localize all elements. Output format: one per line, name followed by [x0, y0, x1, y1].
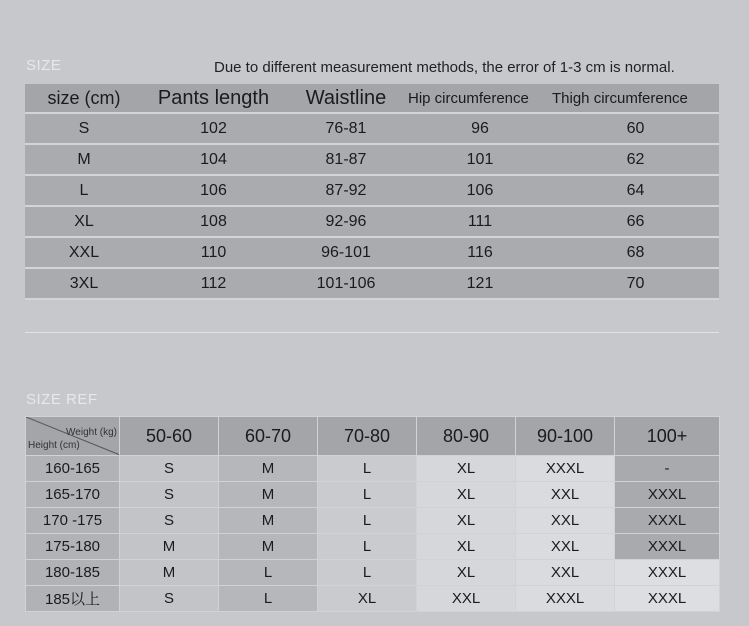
- size-chart-cell: 68: [552, 237, 719, 268]
- height-cell: 165-170: [26, 482, 120, 508]
- size-chart-cell: 116: [408, 237, 552, 268]
- size-chart-cell: 111: [408, 206, 552, 237]
- size-ref-section-title: SIZE REF: [26, 391, 98, 408]
- size-chart-cell: 106: [143, 175, 284, 206]
- size-ref-cell: L: [219, 586, 318, 612]
- size-chart-row: [25, 113, 719, 144]
- size-chart-cell: 66: [552, 206, 719, 237]
- height-cell: 160-165: [26, 456, 120, 482]
- size-ref-cell: XXL: [417, 586, 516, 612]
- size-ref-cell: S: [120, 508, 219, 534]
- size-chart-row: [25, 175, 719, 206]
- size-chart-cell: S: [25, 113, 143, 144]
- size-ref-cell: S: [120, 456, 219, 482]
- size-ref-cell: XL: [417, 508, 516, 534]
- size-ref-cell: XXXL: [615, 586, 720, 612]
- size-chart-cell: 121: [408, 268, 552, 299]
- size-chart-table: [25, 84, 719, 300]
- size-chart-cell: 110: [143, 237, 284, 268]
- size-chart-header: Pants length: [143, 84, 284, 113]
- size-chart-header-row: [25, 84, 719, 113]
- size-chart-header: Hip circumference: [408, 84, 552, 113]
- size-ref-cell: XXXL: [615, 482, 720, 508]
- size-ref-cell: XL: [318, 586, 417, 612]
- size-ref-cell: M: [219, 482, 318, 508]
- size-ref-cell: M: [219, 534, 318, 560]
- size-ref-row: [26, 586, 720, 612]
- size-ref-row: [26, 534, 720, 560]
- size-ref-header-row: [26, 417, 720, 456]
- corner-cell: [26, 417, 120, 456]
- size-ref-cell: M: [219, 456, 318, 482]
- size-ref-table: [25, 416, 720, 612]
- size-chart-cell: 101: [408, 144, 552, 175]
- size-ref-row: [26, 560, 720, 586]
- size-ref-row: [26, 456, 720, 482]
- height-cell: 175-180: [26, 534, 120, 560]
- size-chart-header: size (cm): [25, 84, 143, 113]
- size-ref-cell: XL: [417, 482, 516, 508]
- size-chart-cell: 108: [143, 206, 284, 237]
- size-chart-cell: 106: [408, 175, 552, 206]
- size-ref-row: [26, 508, 720, 534]
- size-ref-cell: L: [318, 456, 417, 482]
- size-ref-cell: L: [318, 560, 417, 586]
- weight-header: 90-100: [516, 417, 615, 456]
- size-chart-row: [25, 237, 719, 268]
- size-ref-cell: XXXL: [516, 586, 615, 612]
- weight-header: 60-70: [219, 417, 318, 456]
- weight-header: 80-90: [417, 417, 516, 456]
- weight-header: 70-80: [318, 417, 417, 456]
- weight-header: 50-60: [120, 417, 219, 456]
- size-ref-cell: M: [120, 560, 219, 586]
- height-cell: 185以上: [26, 586, 120, 612]
- size-ref-cell: L: [318, 534, 417, 560]
- size-section-title: SIZE: [26, 57, 62, 74]
- size-ref-cell: XL: [417, 534, 516, 560]
- size-chart-cell: XXL: [25, 237, 143, 268]
- size-chart-cell: 104: [143, 144, 284, 175]
- weight-header: 100+: [615, 417, 720, 456]
- size-ref-cell: XXL: [516, 534, 615, 560]
- size-ref-cell: XXXL: [516, 456, 615, 482]
- size-chart-cell: 112: [143, 268, 284, 299]
- size-ref-cell: XXL: [516, 560, 615, 586]
- size-ref-cell: L: [219, 560, 318, 586]
- size-ref-cell: M: [219, 508, 318, 534]
- size-chart-cell: 96-101: [284, 237, 408, 268]
- size-chart-cell: 70: [552, 268, 719, 299]
- size-chart-cell: 64: [552, 175, 719, 206]
- size-ref-cell: M: [120, 534, 219, 560]
- size-ref-cell: XXXL: [615, 560, 720, 586]
- size-ref-cell: L: [318, 508, 417, 534]
- size-chart-header: Waistline: [284, 84, 408, 113]
- size-ref-cell: XXL: [516, 482, 615, 508]
- size-ref-cell: XL: [417, 560, 516, 586]
- section-divider: [25, 332, 719, 333]
- size-chart-cell: 62: [552, 144, 719, 175]
- size-ref-row: [26, 482, 720, 508]
- size-ref-cell: XXL: [516, 508, 615, 534]
- size-ref-cell: XXXL: [615, 508, 720, 534]
- size-chart-cell: 87-92: [284, 175, 408, 206]
- size-chart-row: [25, 144, 719, 175]
- size-chart-row: [25, 268, 719, 299]
- size-ref-cell: XXXL: [615, 534, 720, 560]
- size-chart-cell: 81-87: [284, 144, 408, 175]
- size-chart-cell: 76-81: [284, 113, 408, 144]
- height-cell: 170 -175: [26, 508, 120, 534]
- size-chart-cell: XL: [25, 206, 143, 237]
- weight-axis-label: Weight (kg): [66, 427, 117, 438]
- size-chart-cell: 101-106: [284, 268, 408, 299]
- size-chart-cell: 96: [408, 113, 552, 144]
- size-ref-cell: XL: [417, 456, 516, 482]
- size-chart-row: [25, 206, 719, 237]
- size-chart-cell: 60: [552, 113, 719, 144]
- size-chart-cell: M: [25, 144, 143, 175]
- size-ref-cell: -: [615, 456, 720, 482]
- measurement-note: Due to different measurement methods, the error of 1-3 cm is normal.: [214, 59, 675, 76]
- height-cell: 180-185: [26, 560, 120, 586]
- size-chart-cell: L: [25, 175, 143, 206]
- size-chart-cell: 102: [143, 113, 284, 144]
- size-ref-cell: S: [120, 586, 219, 612]
- size-chart-cell: 3XL: [25, 268, 143, 299]
- size-chart-cell: 92-96: [284, 206, 408, 237]
- height-axis-label: Height (cm): [28, 440, 80, 451]
- size-ref-cell: S: [120, 482, 219, 508]
- size-chart-header: Thigh circumference: [552, 84, 719, 113]
- size-ref-cell: L: [318, 482, 417, 508]
